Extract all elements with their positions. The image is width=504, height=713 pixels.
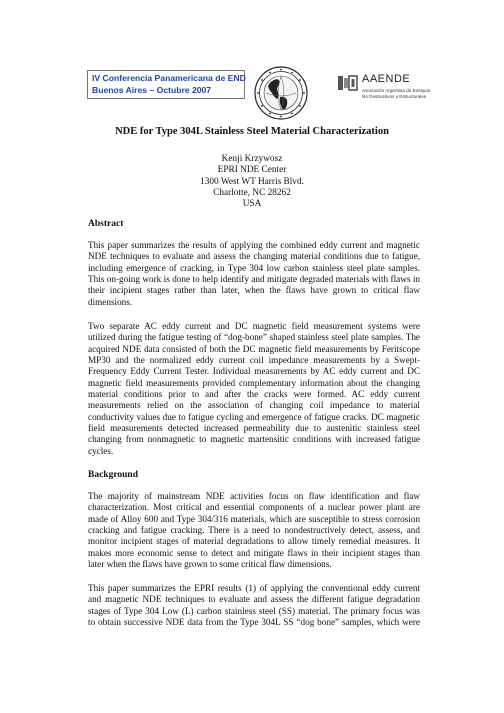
text-line: including emergence of cracking, in Type 304 low carbon stainless steel plate samples. — [88, 262, 420, 273]
text-line: and magnetic NDE techniques to evaluate and assess the different fatigue degradation — [88, 594, 420, 605]
background-paragraph-2 — [88, 583, 420, 628]
text-line: made of Alloy 600 and Type 304/316 materials, which are susceptible to stress corrosion — [88, 513, 420, 524]
text-line: stages of Type 304 Low (L) carbon stainless steel (SS) material. The primary focus was — [88, 605, 420, 616]
author-block — [0, 154, 504, 210]
text-line: cycles. — [88, 445, 114, 456]
conference-location-date: Buenos Aires – Octubre 2007 — [92, 84, 212, 95]
globe-seal-icon — [254, 66, 308, 120]
section-heading-background: Background — [88, 470, 138, 480]
background-paragraph-1 — [88, 491, 420, 570]
text-line: This on-going work is done to help identify and mitigate degraded materials with flaws in — [88, 274, 420, 285]
text-line: cracking and fatigue cracking. There is a need to nondestructively detect, assess, and — [88, 525, 420, 536]
conference-name: IV Conferencia Panamericana de END — [92, 73, 246, 83]
author-city: Charlotte, NC 28262 — [213, 187, 291, 198]
text-line: material conditions prior to and after the cracks were formed. AC eddy current — [88, 389, 420, 400]
text-line: field measurements detected increased permeability due to austenitic stainless steel — [88, 423, 420, 434]
text-line: MP30 and the normalized eddy current coil impedance measurements by a Swept- — [88, 355, 420, 366]
org-subtitle — [362, 88, 430, 100]
section-heading-abstract: Abstract — [88, 219, 124, 229]
text-line: later when the flaws have grown to some critical flaw dimensions. — [88, 559, 332, 570]
text-line: Two separate AC eddy current and DC magnetic field measurement systems were — [88, 321, 420, 331]
text-line: This paper summarizes the EPRI results (1) of applying the conventional eddy current — [88, 583, 420, 593]
text-line: acquired NDE data consisted of both the DC magnetic field measurements by Feritscope — [88, 343, 420, 354]
text-line: The majority of mainstream NDE activities focus on flaw identification and flaw — [88, 491, 420, 501]
org-name: AAENDE — [362, 73, 411, 85]
org-subtitle-line1: Asociación Argentina de Ensayos — [362, 88, 431, 93]
author-street: 1300 West WT Harris Blvd. — [200, 176, 304, 187]
abstract-paragraph-1 — [88, 240, 420, 308]
text-line: their incipient stages rather than later, when the flaws have grown to critical flaw — [88, 285, 420, 296]
text-line: magnetic field measurements provided complementary information about the changing — [88, 377, 420, 388]
conference-banner — [87, 70, 245, 99]
aaende-logo-icon — [338, 75, 358, 91]
text-line: dimensions. — [88, 296, 133, 307]
text-line: monitor incipient stages of material degradations to allow timely remedial measures. It — [88, 536, 420, 547]
org-subtitle-line2: No Destructivos y Estructurales — [362, 94, 427, 99]
author-organization: EPRI NDE Center — [217, 165, 287, 176]
author-country: USA — [242, 199, 262, 210]
text-line: conductivity values due to fatigue cycling and emergence of fatigue cracks. DC magnetic — [88, 411, 420, 422]
text-line: makes more economic sense to detect and mitigate flaws in their incipient stages than — [88, 547, 420, 558]
text-line: to obtain successive NDE data from the Type 304L SS “dog bone” samples, which were — [88, 617, 420, 628]
text-line: NDE techniques to evaluate and assess the changing material conditions due to fatigue, — [88, 251, 420, 262]
aaende-logo — [338, 72, 434, 112]
paper-title: NDE for Type 304L Stainless Steel Material Characterization — [115, 126, 389, 137]
author-name: Kenji Krzywosz — [221, 154, 283, 164]
text-line: Frequency Eddy Current Tester. Individual measurements by AC eddy current and DC — [88, 366, 420, 377]
text-line: measurements relied on the association of changing coil impedance to material — [88, 400, 420, 411]
text-line: changing from nonmagnetic to magnetic martensitic conditions with increased fatigue — [88, 434, 420, 445]
text-line: characterization. Most critical and essential components of a nuclear power plant are — [88, 502, 420, 513]
text-line: utilized during the fatigue testing of “dog-bone” shaped stainless steel plate samples. The — [88, 332, 420, 343]
abstract-paragraph-2 — [88, 321, 420, 457]
text-line: This paper summarizes the results of applying the combined eddy current and magnetic — [88, 240, 420, 250]
